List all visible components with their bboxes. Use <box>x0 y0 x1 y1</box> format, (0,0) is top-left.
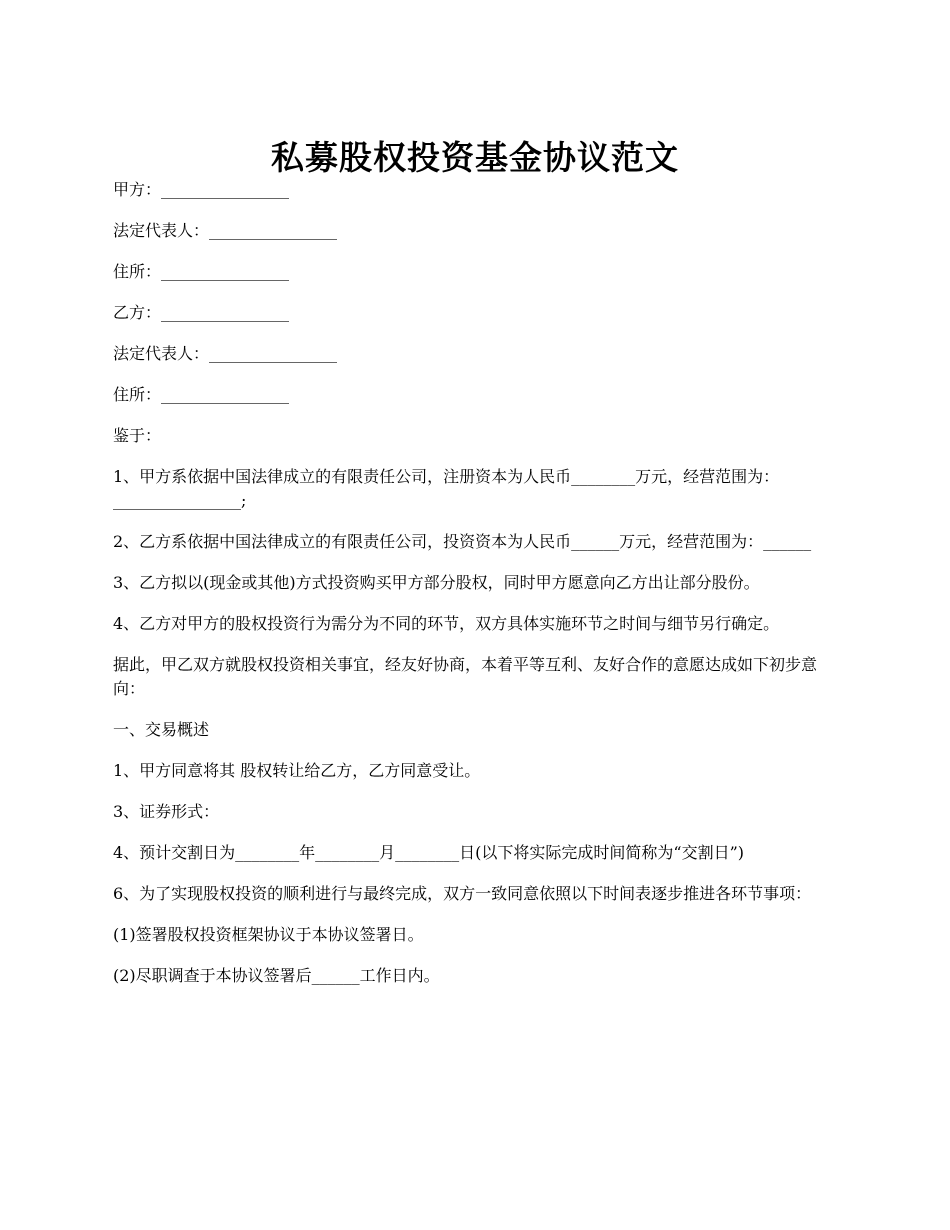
recital-1: 1、甲方系依据中国法律成立的有限责任公司，注册资本为人民币________万元，经营范围为：________________; <box>113 467 780 510</box>
party-b-address-line: 住所：________________ <box>113 385 290 404</box>
clause-1: 1、甲方同意将其 股权转让给乙方，乙方同意受让。 <box>113 761 481 780</box>
clause-6: 6、为了实现股权投资的顺利进行与最终完成，双方一致同意依照以下时间表逐步推进各环节事项： <box>113 884 812 903</box>
clause-4: 4、预计交割日为________年________月________日(以下将实际完成时间简称为“交割日”) <box>113 843 745 862</box>
clause-3: 3、证券形式： <box>113 802 220 821</box>
party-b-line: 乙方：________________ <box>113 303 290 322</box>
recital-4: 4、乙方对甲方的股权投资行为需分为不同的环节，双方具体实施环节之时间与细节另行确定。 <box>113 614 780 633</box>
schedule-item-2: (2)尽职调查于本协议签署后______工作日内。 <box>113 966 440 985</box>
whereas-heading: 鉴于： <box>113 426 162 445</box>
recital-2: 2、乙方系依据中国法律成立的有限责任公司，投资资本为人民币______万元，经营范围为：______ <box>113 532 812 551</box>
party-b-representative-line: 法定代表人：________________ <box>113 344 338 363</box>
section-heading-transaction-overview: 一、交易概述 <box>113 720 210 739</box>
party-a-line: 甲方：________________ <box>113 180 290 199</box>
agreement-intro: 据此，甲乙双方就股权投资相关事宜，经友好协商，本着平等互利、友好合作的意愿达成如下初步意向： <box>113 655 818 698</box>
party-a-representative-line: 法定代表人：________________ <box>113 221 338 240</box>
schedule-item-1: (1)签署股权投资框架协议于本协议签署日。 <box>113 925 424 944</box>
party-a-address-line: 住所：________________ <box>113 262 290 281</box>
document-title: 私募股权投资基金协议范文 <box>271 138 679 178</box>
recital-3: 3、乙方拟以(现金或其他)方式投资购买甲方部分股权，同时甲方愿意向乙方出让部分股份。 <box>113 573 760 592</box>
document-body <box>113 178 843 1005</box>
